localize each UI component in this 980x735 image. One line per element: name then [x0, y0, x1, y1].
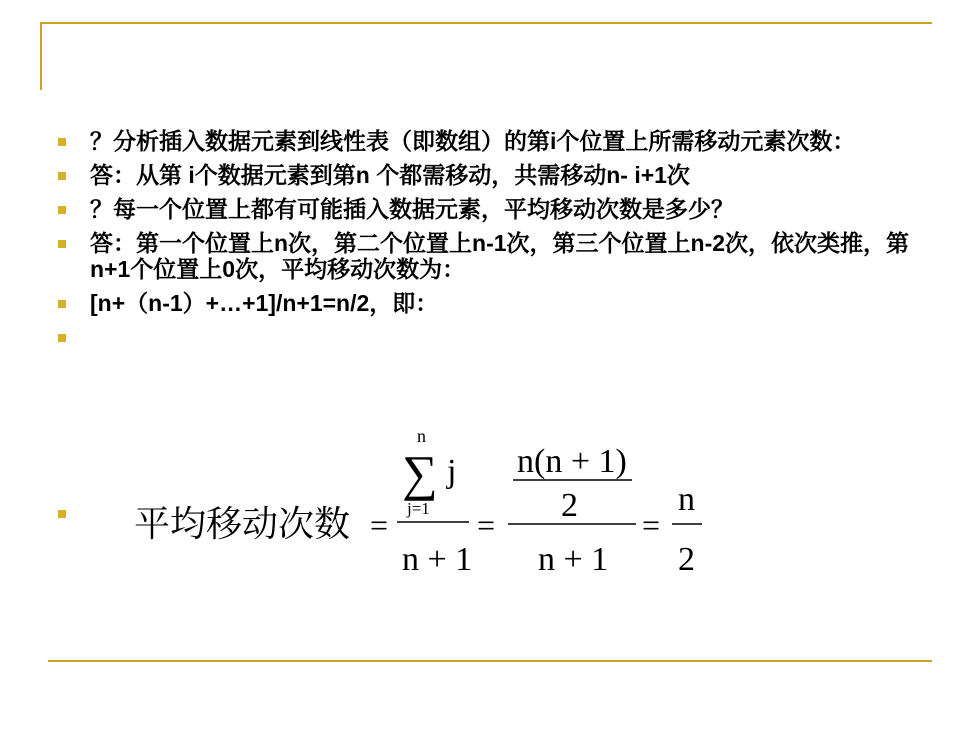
inner-denominator: 2: [561, 487, 578, 524]
square-bullet-icon: [58, 172, 66, 180]
bullet-item: [58, 290, 938, 316]
bullet-item: [58, 162, 938, 188]
sum-variable: j: [447, 453, 457, 490]
sum-lower-limit: j=1: [407, 499, 430, 518]
slide-frame-top-line: [40, 22, 932, 24]
sum-upper-limit: n: [417, 426, 426, 446]
average-moves-formula: [72, 408, 712, 588]
fraction-denominator: n + 1: [402, 541, 473, 578]
bullet-item: [58, 128, 938, 154]
slide-frame-bottom-line: [48, 660, 932, 662]
square-bullet-icon: [58, 334, 66, 342]
slide-frame-left-line: [40, 22, 42, 90]
square-bullet-icon: [58, 510, 66, 518]
square-bullet-icon: [58, 138, 66, 146]
bullet-item: [58, 196, 938, 222]
equals-sign: =: [477, 507, 496, 543]
equals-sign: =: [370, 507, 389, 543]
sigma-symbol: ∑: [402, 445, 438, 501]
result-numerator: n: [678, 481, 695, 518]
inner-numerator: n(n + 1): [517, 443, 627, 480]
bullet-text: [n+（n-1）+…+1]/n+1=n/2，即：: [90, 290, 439, 316]
square-bullet-icon: [58, 300, 66, 308]
bullet-item: [58, 230, 938, 282]
result-denominator: 2: [678, 541, 695, 578]
equals-sign: =: [642, 507, 661, 543]
bullet-text: 答：第一个位置上n次，第二个位置上n-1次，第三个位置上n-2次，依次类推，第n+1个位置上0次，平均移动次数为：: [90, 230, 910, 282]
bullet-text: ？分析插入数据元素到线性表（即数组）的第i个位置上所需移动元素次数：: [90, 128, 856, 154]
bullet-text: ？每一个位置上都有可能插入数据元素，平均移动次数是多少？: [90, 196, 734, 222]
square-bullet-icon: [58, 240, 66, 248]
bullet-text: 答：从第 i个数据元素到第n 个都需移动，共需移动n- i+1次: [90, 162, 690, 188]
formula-label: 平均移动次数: [134, 504, 351, 544]
square-bullet-icon: [58, 206, 66, 214]
main-denominator: n + 1: [538, 541, 609, 578]
